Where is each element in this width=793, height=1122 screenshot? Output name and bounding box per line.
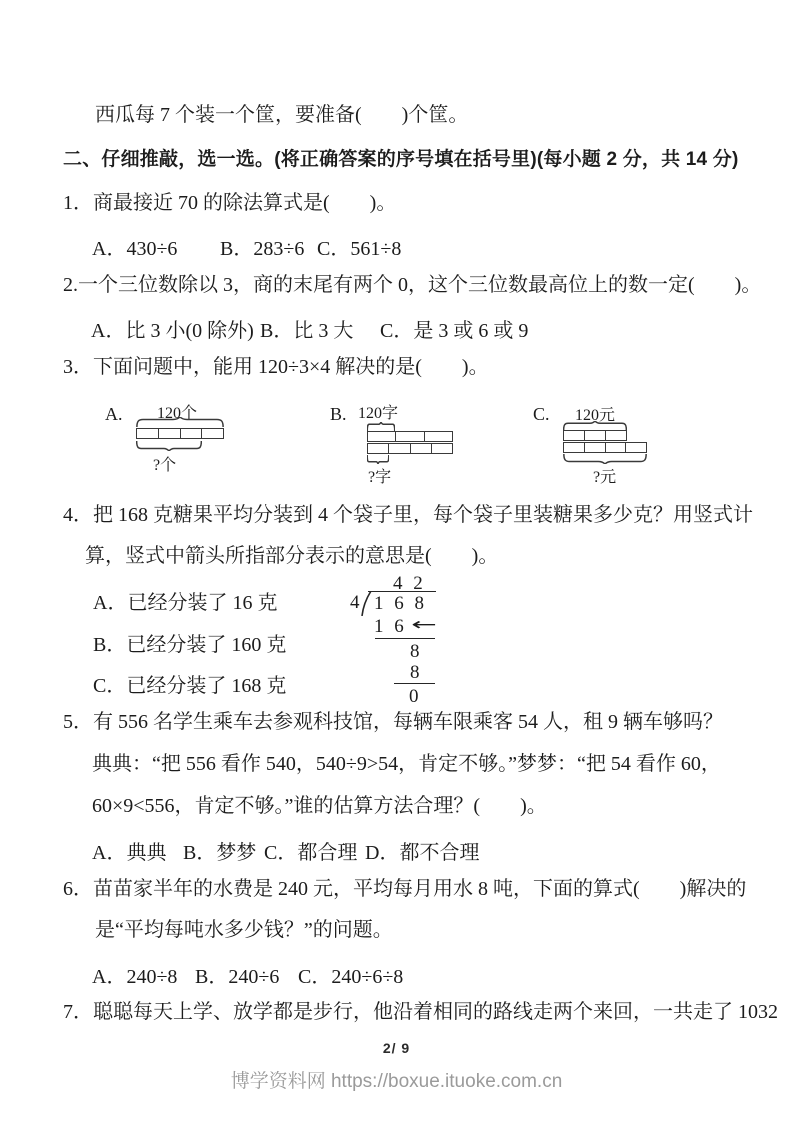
q2-option-b: B．比 3 大 [260, 320, 354, 342]
bar-strip [136, 428, 224, 439]
q4-text-line2: 算，竖式中箭头所指部分表示的意思是( )。 [85, 545, 499, 567]
bar-cell [137, 429, 159, 438]
q5-option-b: B．梦梦 [183, 842, 257, 864]
bar-cell [389, 444, 410, 453]
division-divisor: 4 [350, 592, 363, 613]
q6-text-line1: 6．苗苗家半年的水费是 240 元，平均每月用水 8 吨，下面的算式( )解决的 [63, 878, 747, 900]
bar-cell [585, 443, 606, 452]
arrow-left-icon: ← [411, 615, 437, 635]
q7-text-line1: 7．聪聪每天上学、放学都是步行，他沿着相同的路线走两个来回，一共走了 1032 [63, 1001, 778, 1023]
q5-text-line3: 60×9<556，肯定不够。”谁的估算方法合理？( )。 [92, 795, 547, 817]
q6-option-a: A．240÷8 [92, 966, 178, 988]
bar-cell [202, 429, 223, 438]
q1-option-a: A．430÷6 [92, 238, 178, 260]
section-heading: 二、仔细推敲，选一选。(将正确答案的序号填在括号里)(每小题 2 分，共 14 分) [63, 149, 739, 170]
bar-cell [368, 444, 389, 453]
bar-cell [159, 429, 181, 438]
division-quotient: 4 2 [393, 573, 426, 594]
q4-option-a: A．已经分装了 16 克 [93, 592, 278, 614]
q2-text: 2.一个三位数除以 3，商的末尾有两个 0，这个三位数最高位上的数一定( )。 [63, 274, 762, 296]
division-step2: 8 [410, 641, 423, 662]
q6-option-c: C．240÷6÷8 [298, 966, 404, 988]
diagram-a [103, 400, 248, 482]
bar-cell [396, 432, 424, 441]
bar-cell [432, 444, 452, 453]
bar-cell [606, 431, 626, 440]
diagram-c-total-label: 120元 [575, 407, 616, 424]
watermark-link[interactable]: 博学资料网 https://boxue.ituoke.com.cn [230, 1071, 563, 1092]
diagram-c-part-label: ?元 [593, 469, 617, 486]
top-brace-icon [136, 417, 224, 427]
diagram-c-letter: C. [533, 404, 550, 424]
fill-blank-line: 西瓜每 7 个装一个筐，要准备( )个筐。 [95, 104, 469, 126]
q1-option-c: C．561÷8 [317, 238, 402, 260]
bar-cell [585, 431, 606, 440]
bar-strip [563, 430, 627, 441]
bottom-brace-icon [367, 455, 389, 464]
diagram-c [530, 400, 690, 485]
bar-cell [425, 432, 452, 441]
bottom-brace-icon [563, 454, 647, 464]
bar-cell [606, 443, 627, 452]
long-division-figure [345, 570, 465, 707]
q3-text: 3．下面问题中，能用 120÷3×4 解决的是( )。 [63, 356, 489, 378]
q5-text-line2: 典典：“把 556 看作 540，540÷9>54，肯定不够。”梦梦：“把 54 看作 60， [92, 753, 721, 775]
diagram-b-total-label: 120字 [358, 405, 399, 422]
q2-option-c: C．是 3 或 6 或 9 [380, 320, 529, 342]
bar-cell [564, 431, 585, 440]
q5-option-c: C．都合理 [264, 842, 358, 864]
diagram-b-letter: B. [330, 404, 347, 424]
division-remainder: 0 [409, 686, 422, 707]
bar-cell [564, 443, 585, 452]
diagram-a-letter: A. [105, 404, 123, 424]
diagram-b [328, 400, 473, 485]
bar-cell [181, 429, 203, 438]
division-dividend: 1 6 8 [374, 593, 427, 614]
q5-option-d: D．都不合理 [365, 842, 480, 864]
q2-option-a: A．比 3 小(0 除外) [91, 320, 254, 342]
q4-option-b: B．已经分装了 160 克 [93, 634, 287, 656]
division-bracket-icon [360, 591, 372, 616]
bar-cell [626, 443, 646, 452]
q6-option-b: B．240÷6 [195, 966, 280, 988]
bar-strip [367, 431, 453, 442]
diagram-a-part-label: ?个 [153, 457, 177, 474]
q5-text-line1: 5．有 556 名学生乘车去参观科技馆，每辆车限乘客 54 人，租 9 辆车够吗？ [63, 711, 723, 733]
q1-option-b: B．283÷6 [220, 238, 305, 260]
q4-text-line1: 4．把 168 克糖果平均分装到 4 个袋子里，每个袋子里装糖果多少克？用竖式计 [63, 504, 753, 526]
top-brace-icon [563, 421, 627, 430]
division-vinculum [368, 591, 436, 592]
bottom-brace-icon [136, 441, 202, 451]
bar-strip [367, 443, 453, 454]
q4-option-c: C．已经分装了 168 克 [93, 675, 287, 697]
q5-option-a: A．典典 [92, 842, 167, 864]
diagram-b-part-label: ?字 [368, 469, 392, 486]
bar-cell [411, 444, 432, 453]
division-step1: 1 6 [374, 616, 407, 637]
top-brace-icon [367, 422, 395, 431]
page-number: 2/ 9 [382, 1040, 411, 1056]
division-rule-2 [394, 683, 435, 684]
diagram-a-total-label: 120个 [157, 405, 198, 422]
q1-text: 1．商最接近 70 的除法算式是( )。 [63, 192, 397, 214]
q6-text-line2: 是“平均每吨水多少钱？”的问题。 [95, 919, 393, 941]
division-rule-1 [375, 638, 435, 639]
division-step3: 8 [410, 662, 423, 683]
bar-cell [368, 432, 396, 441]
bar-strip [563, 442, 647, 453]
